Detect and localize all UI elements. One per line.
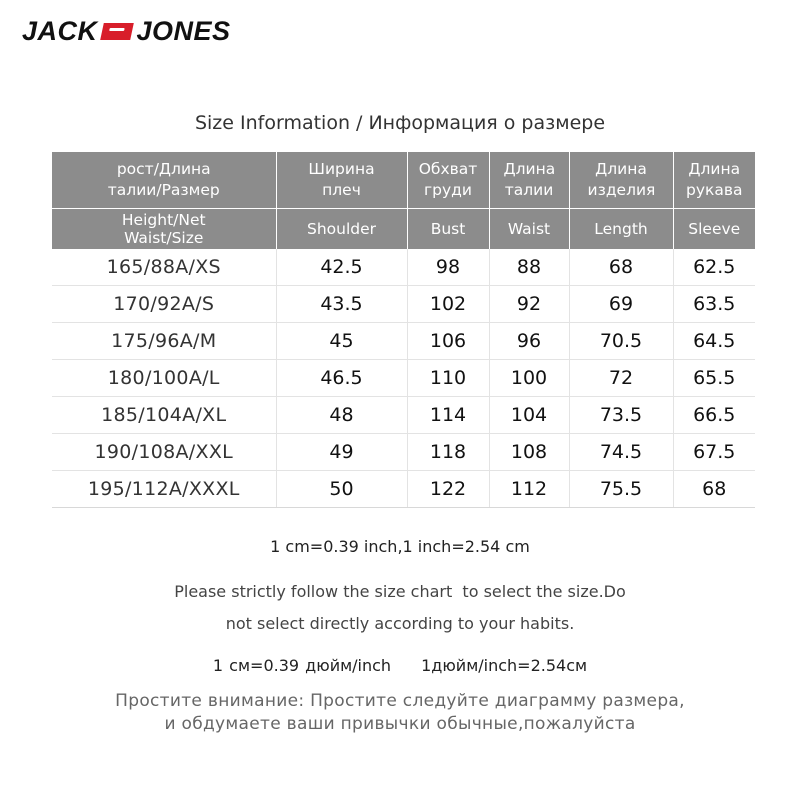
header-sleeve-en: Sleeve <box>673 209 755 250</box>
table-row <box>52 434 755 471</box>
sleeve-cell: 63.5 <box>673 286 755 323</box>
header-waist-ru: Длина талии <box>489 152 569 209</box>
size-cell: 165/88A/XS <box>52 249 276 286</box>
length-cell: 69 <box>569 286 673 323</box>
shoulder-cell: 42.5 <box>276 249 407 286</box>
length-cell: 68 <box>569 249 673 286</box>
sleeve-cell: 67.5 <box>673 434 755 471</box>
conversion-ru-cm: 1 см=0.39 дюйм/inch <box>212 656 392 675</box>
table-row <box>52 286 755 323</box>
size-cell: 170/92A/S <box>52 286 276 323</box>
shoulder-cell: 49 <box>276 434 407 471</box>
advice-line-1: Please strictly follow the size chart to select the size.Do <box>174 582 626 601</box>
table-row <box>52 323 755 360</box>
bust-cell: 114 <box>407 397 489 434</box>
header-size-ru: рост/Длина талии/Размер <box>52 152 276 209</box>
brand-logo <box>22 16 231 46</box>
sleeve-cell: 62.5 <box>673 249 755 286</box>
length-cell: 72 <box>569 360 673 397</box>
sleeve-cell: 68 <box>673 471 755 508</box>
advice-ru-line-1: Простите внимание: Простите следуйте диаграмму размера, <box>115 691 685 711</box>
length-cell: 74.5 <box>569 434 673 471</box>
header-sleeve-ru: Длина рукава <box>673 152 755 209</box>
waist-cell: 96 <box>489 323 569 360</box>
waist-cell: 108 <box>489 434 569 471</box>
header-shoulder-en: Shoulder <box>276 209 407 250</box>
bust-cell: 98 <box>407 249 489 286</box>
sleeve-cell: 64.5 <box>673 323 755 360</box>
table-row <box>52 471 755 508</box>
header-length-en: Length <box>569 209 673 250</box>
waist-cell: 104 <box>489 397 569 434</box>
header-bust-en: Bust <box>407 209 489 250</box>
size-cell: 195/112A/XXXL <box>52 471 276 508</box>
brand-flag-icon <box>100 23 134 40</box>
length-cell: 73.5 <box>569 397 673 434</box>
conversion-note-ru <box>0 656 800 675</box>
brand-name-left: JACK <box>22 15 98 46</box>
page-title: Size Information / Информация о размере <box>194 112 606 134</box>
header-waist-en: Waist <box>489 209 569 250</box>
advice-note-ru <box>0 690 800 736</box>
table-row <box>52 360 755 397</box>
header-row-en <box>52 209 755 250</box>
size-cell: 180/100A/L <box>52 360 276 397</box>
header-bust-ru: Обхват груди <box>407 152 489 209</box>
length-cell: 70.5 <box>569 323 673 360</box>
sleeve-cell: 66.5 <box>673 397 755 434</box>
waist-cell: 92 <box>489 286 569 323</box>
bust-cell: 110 <box>407 360 489 397</box>
bust-cell: 106 <box>407 323 489 360</box>
size-cell: 185/104A/XL <box>52 397 276 434</box>
advice-note <box>0 576 800 640</box>
advice-line-2: not select directly according to your habits. <box>225 614 575 633</box>
bust-cell: 118 <box>407 434 489 471</box>
sleeve-cell: 65.5 <box>673 360 755 397</box>
size-cell: 190/108A/XXL <box>52 434 276 471</box>
brand-name-right: JONES <box>136 15 231 46</box>
header-length-ru: Длина изделия <box>569 152 673 209</box>
conversion-ru-inch: 1дюйм/inch=2.54см <box>421 656 588 675</box>
bust-cell: 122 <box>407 471 489 508</box>
size-table <box>52 152 755 508</box>
conversion-note: 1 cm=0.39 inch,1 inch=2.54 cm <box>270 537 530 556</box>
shoulder-cell: 50 <box>276 471 407 508</box>
waist-cell: 100 <box>489 360 569 397</box>
size-cell: 175/96A/M <box>52 323 276 360</box>
shoulder-cell: 45 <box>276 323 407 360</box>
bust-cell: 102 <box>407 286 489 323</box>
shoulder-cell: 48 <box>276 397 407 434</box>
header-shoulder-ru: Ширина плеч <box>276 152 407 209</box>
header-row-ru <box>52 152 755 209</box>
waist-cell: 112 <box>489 471 569 508</box>
table-row <box>52 397 755 434</box>
header-size-en: Height/Net Waist/Size <box>52 209 276 250</box>
shoulder-cell: 46.5 <box>276 360 407 397</box>
waist-cell: 88 <box>489 249 569 286</box>
shoulder-cell: 43.5 <box>276 286 407 323</box>
advice-ru-line-2: и обдумаете ваши привычки обычные,пожалуйста <box>164 714 636 734</box>
table-row <box>52 249 755 286</box>
length-cell: 75.5 <box>569 471 673 508</box>
